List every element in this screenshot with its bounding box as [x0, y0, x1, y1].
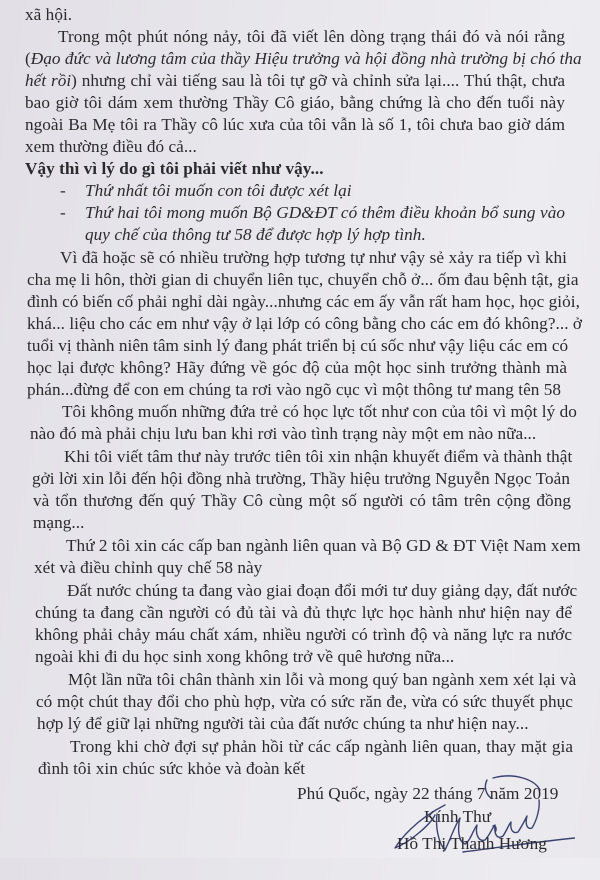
salutation: Kính Thư [424, 807, 492, 826]
text-line: hợp lý để giữ lại những người tài của đất nước chúng ta như hiện nay... [37, 714, 529, 733]
text-line: khá... liệu cho các em như vậy ở lại lớp có công bằng cho các em đó không?... ở [27, 314, 583, 333]
text-line: nào đó mà phải chịu lưu ban khi rơi vào tình trạng này một em nào nữa... [30, 424, 537, 443]
text-line: đình tôi xin chúc sức khỏe và đoàn kết [38, 759, 306, 778]
paren: ( [25, 49, 31, 68]
text-line: mạng... [33, 513, 85, 532]
bullet-dash: - [60, 181, 66, 200]
text-span: ) nhưng chỉ vài tiếng sau là tôi tự gỡ và chỉnh sửa lại.... Thú thật, chưa [71, 71, 566, 90]
signer-name: Hồ Thị Thanh Hương [397, 834, 547, 853]
text-line: ngoài Ba Mẹ tôi ra Thầy cô lúc xưa của tôi vẫn là số 1, tôi chưa bao giờ dám [25, 115, 565, 134]
text-line: Đất nước chúng ta đang vào giai đoạn đổi mới tư duy giảng dạy, đất nước [67, 581, 578, 600]
text-line [25, 48, 582, 70]
text-line: xã hội. [25, 5, 73, 24]
text-line: Tôi không muốn những đứa trẻ có học lực tốt như con của tôi vì một lý do [62, 402, 577, 421]
text-line: có một chút thay đổi cho phù hợp, vừa có sức răn đe, vừa có sức thuyết phục [36, 692, 573, 711]
text-line: gởi lời xin lỗi đến hội đồng nhà trường, Thầy hiệu trưởng Nguyễn Ngọc Toản [32, 469, 570, 488]
text-line: Thứ 2 tôi xin các cấp ban ngành liên quan và Bộ GD & ĐT Việt Nam xem [66, 536, 581, 555]
bullet-dash: - [60, 203, 66, 222]
bullet-item-cont: quy chế của thông tư 58 để được hợp lý hợp tình. [85, 225, 426, 244]
text-line: Vì đã hoặc sẽ có nhiều trường hợp tương tự như vậy sẻ xảy ra tiếp vì khi [60, 248, 567, 267]
text-line: Một lần nữa tôi chân thành xin lỗi và mong quý ban ngành xem xét lại và [68, 670, 577, 689]
handwritten-signature-icon [375, 770, 575, 880]
text-line: cha mẹ li hôn, thời gian di chuyển liên tục, chuyển chỗ ở... ốm đau bệnh tật, gia [27, 270, 579, 289]
text-line: Trong một phút nóng nảy, tôi đã viết lên dòng trạng thái đó và nói rằng [58, 27, 565, 46]
text-line: học lại được không? Hãy đứng về góc độ của một học sinh trưởng thành mà [27, 358, 567, 377]
place-date: Phú Quốc, ngày 22 tháng 7 năm 2019 [297, 784, 559, 803]
bullet-item: Thứ nhất tôi muốn con tôi được xét lại [85, 181, 352, 200]
text-line: chúng ta đang cần người có đủ tài và đủ thực lực học hành như hiện nay để [35, 603, 572, 622]
text-line: bao giờ tôi dám xem thường Thầy Cô giáo, bằng chứng là cho đến tuổi này [25, 93, 565, 112]
bullet-item: Thứ hai tôi mong muốn Bộ GD&ĐT có thêm điều khoản bổ sung vào [85, 203, 565, 222]
text-line: xem thường điều đó cả... [25, 137, 197, 156]
text-line: phán...đừng để con em chúng ta rơi vào ngõ cục vì một thông tư mang tên 58 [27, 380, 562, 399]
quoted-status-end: hết rồi [25, 71, 72, 90]
text-line: Khi tôi viết tâm thư này trước tiên tôi xin nhận khuyết điểm và thành thật [64, 447, 573, 466]
text-line: đình có biến cố phải nghỉ dài ngày...nhưng các em ấy vẫn rất ham học, học giỏi, [27, 292, 580, 311]
quoted-status: Đạo đức và lương tâm của thầy Hiệu trưởng và hội đồng nhà trường bị chó tha [30, 49, 582, 68]
text-line: Trong khi chờ đợi sự phản hồi từ các cấp ngành liên quan, thay mặt gia [70, 737, 573, 756]
text-line: và tổn thương đến quý Thầy Cô cùng một số người có tâm trên cộng đồng [33, 491, 571, 510]
text-line [25, 70, 565, 92]
text-line: ngoài khi đi du học sinh xong không trở về quê hương nữa... [35, 647, 455, 666]
text-line: xét và điều chỉnh quy chế 58 này [34, 558, 263, 577]
text-line: không phải chảy máu chất xám, nhiều người có trình độ và năng lực ra nước [35, 625, 572, 644]
section-heading: Vậy thì vì lý do gì tôi phải viết như vậy... [25, 159, 324, 178]
text-line: tuổi vị thành niên tâm sinh lý đang phát triển bị cú sốc như vậy liệu các em có [27, 336, 569, 355]
